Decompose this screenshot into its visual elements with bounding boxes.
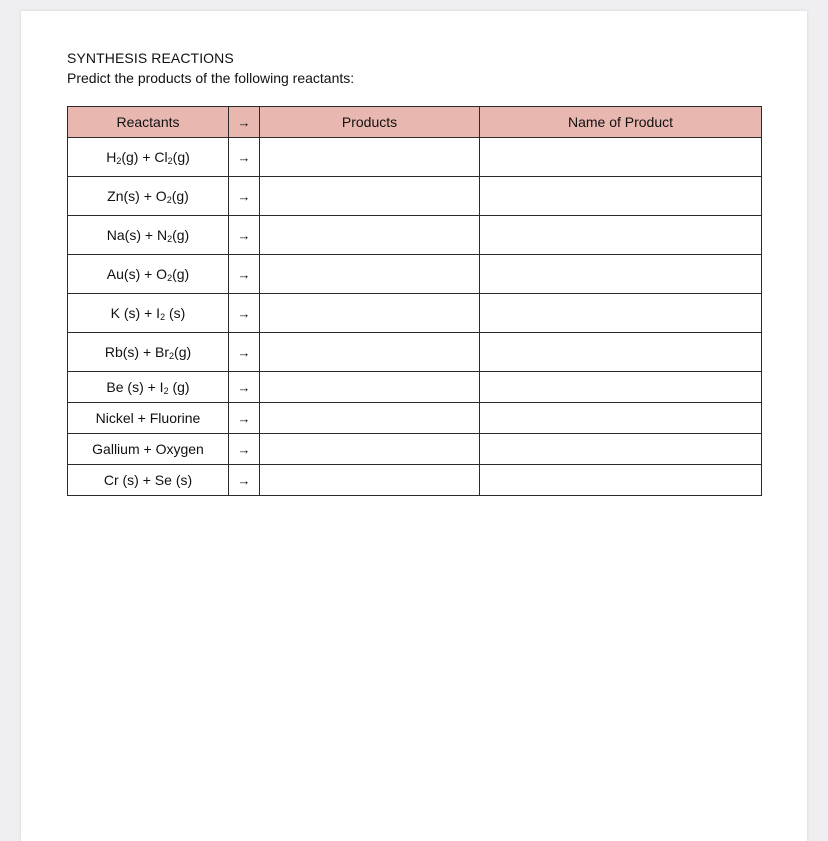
product-cell[interactable] [260, 434, 480, 465]
reactant-cell [68, 434, 229, 465]
subscript: 2 [166, 195, 172, 205]
product-cell[interactable] [260, 138, 480, 177]
table-header-row [68, 107, 762, 138]
header-products: Products [260, 107, 480, 138]
table-body [68, 138, 762, 496]
reactant-cell [68, 333, 229, 372]
product-cell[interactable] [260, 403, 480, 434]
reactant-cell [68, 294, 229, 333]
product-cell[interactable] [260, 255, 480, 294]
product-name-cell[interactable] [480, 333, 762, 372]
product-name-cell[interactable] [480, 434, 762, 465]
table-row [68, 372, 762, 403]
product-name-cell[interactable] [480, 138, 762, 177]
header-reactants: Reactants [68, 107, 229, 138]
worksheet-page [21, 11, 807, 841]
reactant-text: Gallium + Oxygen [92, 441, 204, 457]
product-name-cell[interactable] [480, 465, 762, 496]
arrow-cell: → [229, 465, 260, 496]
reactant-cell [68, 177, 229, 216]
header-name-of-product: Name of Product [480, 107, 762, 138]
product-cell[interactable] [260, 372, 480, 403]
product-name-cell[interactable] [480, 372, 762, 403]
reactant-text: (g) [172, 266, 190, 282]
reactant-text: (g) + Cl [121, 149, 168, 165]
table-row [68, 333, 762, 372]
reactant-text: (g) [172, 149, 190, 165]
product-name-cell[interactable] [480, 255, 762, 294]
table-row [68, 138, 762, 177]
reactant-text: K (s) + I [110, 305, 161, 321]
reactant-cell [68, 465, 229, 496]
product-name-cell[interactable] [480, 294, 762, 333]
reactant-cell [68, 138, 229, 177]
subscript: 2 [169, 351, 175, 361]
product-name-cell[interactable] [480, 177, 762, 216]
reactant-text: Rb(s) + Br [104, 344, 170, 360]
reactant-text: Zn(s) + O [107, 188, 167, 204]
table-row [68, 465, 762, 496]
table-row [68, 177, 762, 216]
product-cell[interactable] [260, 216, 480, 255]
product-name-cell[interactable] [480, 216, 762, 255]
product-cell[interactable] [260, 294, 480, 333]
subscript: 2 [167, 234, 173, 244]
product-cell[interactable] [260, 177, 480, 216]
table-row [68, 294, 762, 333]
arrow-cell: → [229, 177, 260, 216]
product-cell[interactable] [260, 465, 480, 496]
reactant-text: H [106, 149, 117, 165]
reactant-text: Na(s) + N [106, 227, 168, 243]
reactant-text: (s) [165, 305, 186, 321]
table-row [68, 255, 762, 294]
reactant-text: Au(s) + O [106, 266, 168, 282]
reactant-cell [68, 403, 229, 434]
reactant-cell [68, 372, 229, 403]
subscript: 2 [163, 386, 169, 396]
table-row [68, 216, 762, 255]
subscript: 2 [116, 156, 122, 166]
arrow-cell: → [229, 294, 260, 333]
subscript: 2 [167, 156, 173, 166]
subscript: 2 [160, 312, 166, 322]
reactant-text: (g) [174, 344, 192, 360]
reactant-text: Cr (s) + Se (s) [103, 472, 193, 488]
reactant-text: (g) [172, 227, 190, 243]
arrow-cell: → [229, 138, 260, 177]
arrow-cell: → [229, 255, 260, 294]
worksheet-title: SYNTHESIS REACTIONS [67, 50, 234, 66]
product-cell[interactable] [260, 333, 480, 372]
arrow-cell: → [229, 216, 260, 255]
arrow-cell: → [229, 403, 260, 434]
reactant-text: Nickel + Fluorine [95, 410, 201, 426]
reactant-text: Be (s) + I [106, 379, 164, 395]
reactant-cell [68, 255, 229, 294]
arrow-cell: → [229, 434, 260, 465]
arrow-cell: → [229, 333, 260, 372]
reactant-text: (g) [168, 379, 190, 395]
product-name-cell[interactable] [480, 403, 762, 434]
subscript: 2 [167, 273, 173, 283]
table-row [68, 434, 762, 465]
arrow-cell: → [229, 372, 260, 403]
worksheet-instruction: Predict the products of the following reactants: [67, 70, 355, 86]
reactant-cell [68, 216, 229, 255]
reactions-table [67, 106, 762, 496]
table-row [68, 403, 762, 434]
reactant-text: (g) [171, 188, 189, 204]
header-arrow: → [229, 107, 260, 138]
